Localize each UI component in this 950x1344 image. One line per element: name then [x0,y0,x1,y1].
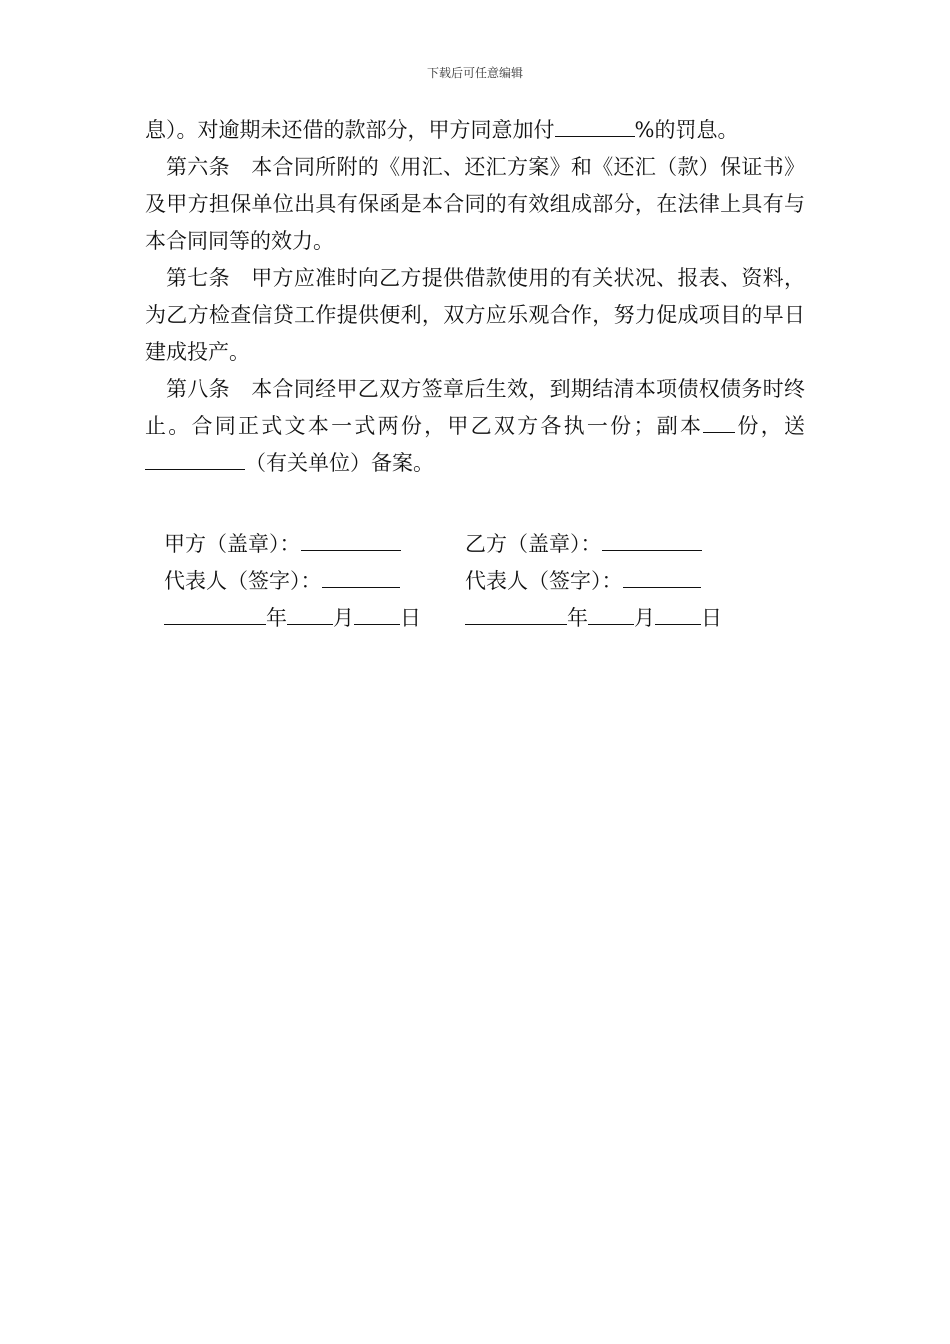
party-a-year-label: 年 [266,606,287,630]
party-b-seal-blank[interactable] [602,528,702,551]
article-6: 第六条 本合同所附的《用汇、还汇方案》和《还汇（款）保证书》及甲方担保单位出具有保函是本合同的有效组成部分，在法律上具有与本合同同等的效力。 [145,155,805,253]
filing-unit-blank[interactable] [145,447,245,470]
party-a-year-blank[interactable] [164,602,266,625]
penalty-rate-blank[interactable] [555,114,635,137]
party-a-seal-blank[interactable] [301,528,401,551]
party-b-seal-label: 乙方（盖章）： [465,532,602,556]
party-b-seal [465,526,766,563]
party-b-year-blank[interactable] [465,602,567,625]
article-8 [145,371,805,482]
party-a-day-blank[interactable] [354,602,400,625]
seal-row [164,526,766,563]
party-a-seal-label: 甲方（盖章）： [164,532,301,556]
party-b-day-blank[interactable] [655,602,701,625]
party-b-day-label: 日 [701,606,722,630]
party-a-representative [164,563,465,600]
copies-count-blank[interactable] [703,410,735,433]
paragraph-penalty-text-a: 息）。对逾期未还借的款部分，甲方同意加付 [145,118,555,142]
contract-body [145,112,805,482]
party-b-rep-label: 代表人（签字）： [465,569,623,593]
article-8-text-c: （有关单位）备案。 [245,451,434,475]
party-b-month-label: 月 [634,606,655,630]
article-8-text-a: 第八条 本合同经甲乙双方签章后生效，到期结清本项债权债务时终止。合同正式文本一式两份，甲乙双方各执一份；副本 [145,377,805,438]
party-a-day-label: 日 [400,606,421,630]
party-a-rep-label: 代表人（签字）： [164,569,322,593]
party-a-date [164,600,465,637]
party-b-date [465,600,766,637]
party-a-month-blank[interactable] [287,602,333,625]
article-7: 第七条 甲方应准时向乙方提供借款使用的有关状况、报表、资料，为乙方检查信贷工作提供便利，双方应乐观合作，努力促成项目的早日建成投产。 [145,266,805,364]
party-b-representative [465,563,766,600]
paragraph-penalty-text-b: %的罚息。 [634,118,739,142]
party-b-rep-blank[interactable] [623,565,701,588]
signature-block [164,526,766,637]
paragraph-penalty-interest [145,112,805,149]
party-b-month-blank[interactable] [588,602,634,625]
representative-row [164,563,766,600]
date-row [164,600,766,637]
page-header: 下载后可任意编辑 [426,66,523,80]
party-a-month-label: 月 [333,606,354,630]
party-b-year-label: 年 [567,606,588,630]
article-8-text-b: 份，送 [735,414,806,438]
party-a-rep-blank[interactable] [322,565,400,588]
party-a-seal [164,526,465,563]
